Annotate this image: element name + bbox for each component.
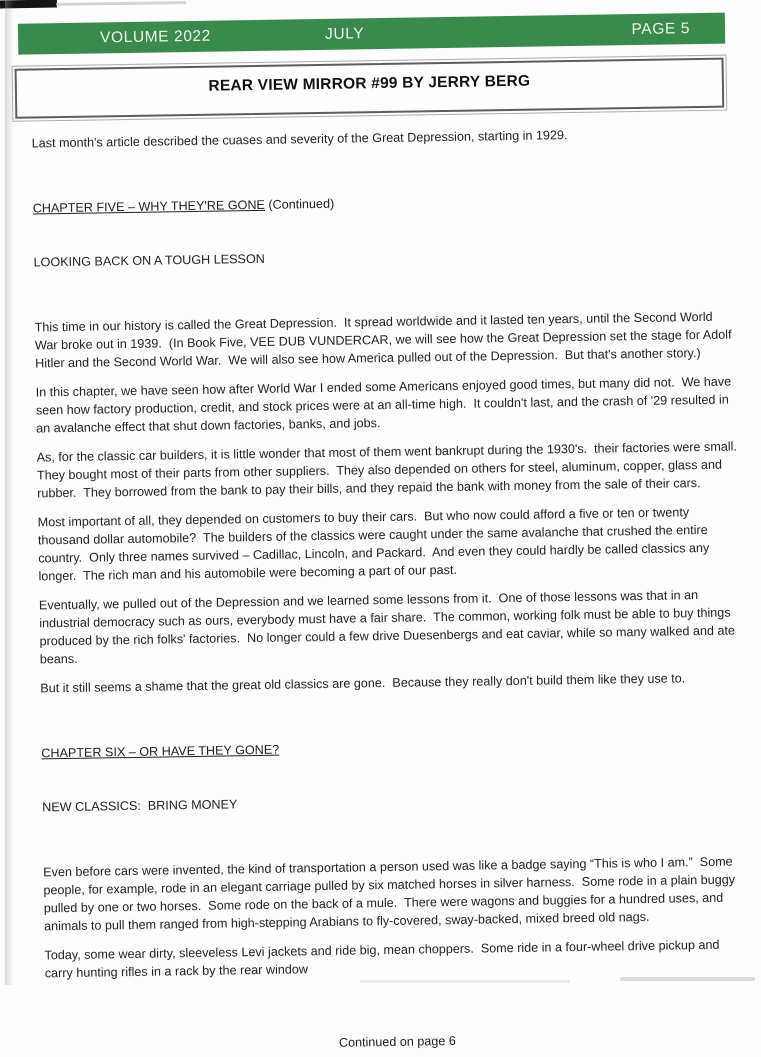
- paragraph: But it still seems a shame that the great old classics are gone. Because they really don't build them like they use to.: [40, 671, 686, 696]
- paragraph: Even before cars were invented, the kind of transportation a person used was like a badge saying “This is who I am.” Some people, for example, rode in an elegant carriage pulled by six matched horses in silver harness. Some rode in a plain buggy pulled by one or two horses. Some rode on the back of a mule. There were wagons and buggies for a hundred uses, and animals to pull them ranged from high-stepping Arabians to fly-covered, sway-backed, mixed breed old nags.: [43, 854, 739, 934]
- chapter-six-heading-block: [41, 697, 746, 852]
- article-title: REAR VIEW MIRROR #99 BY JERRY BERG: [208, 72, 531, 95]
- paragraph: Eventually, we pulled out of the Depression and we learned some lessons from it. One of those lessons was that in an industrial democracy such as ours, everybody must have a fair share. The common, working folk must be able to buy things produced by the rich folks' factories. No longer could a few drive Duesenbergs and eat caviar, while so many walked and ate beans.: [38, 588, 739, 667]
- paragraph: Today, some wear dirty, sleeveless Levi jackets and ride big, mean choppers. Some ride in a four-wheel drive pickup and carry hunting rifles in a rack by the rear window: [44, 937, 724, 981]
- paragraph: In this chapter, we have seen how after World War I ended some Americans enjoyed good times, but many did not. We have seen how factory production, credit, and stock prices were at an all-time high. It couldn't last, and the crash of '29 resulted in an avalanche effect that shut down factories, banks, and jobs.: [35, 374, 735, 436]
- paragraph: As, for the classic car builders, it is little wonder that most of them went bankrupt during the 1930's. their factories were small. They bought most of their parts from other suppliers. They also depended on others for steel, aluminum, copper, glass and rubber. They borrowed from the bank to pay their bills, and they repaid the bank with money from the sale of their cars.: [36, 439, 744, 501]
- continued-notice: Continued on page 6: [338, 1033, 456, 1050]
- intro-paragraph: Last month's article described the cuases and severity of the Great Depression, starting in 1929.: [31, 128, 568, 151]
- volume-label: VOLUME 2022: [99, 27, 212, 46]
- chapter-six-heading-text: CHAPTER SIX – OR HAVE THEY GONE?: [41, 742, 280, 761]
- chapter-five-heading: [33, 188, 736, 217]
- chapter-five-subheading: LOOKING BACK ON A TOUGH LESSON: [33, 251, 265, 270]
- chapter-five-heading-text: CHAPTER FIVE – WHY THEY'RE GONE: [32, 197, 266, 216]
- page-header-bar: [18, 13, 725, 55]
- chapter-six-subheading: NEW CLASSICS: BRING MONEY: [42, 797, 238, 815]
- paragraph: This time in our history is called the Great Depression. It spread worldwide and it lasted ten years, until the Second World War broke out in 1939. (In Book Five, VEE DUB VUNDERCAR, we will see how the Great Depression set the stage for Adolf Hitler and the Second World War. We will also see how America pulled out of the Depression. But that's another story.): [34, 309, 736, 371]
- page-number-label: PAGE 5: [631, 19, 691, 38]
- article-body: [32, 123, 749, 1056]
- month-label: JULY: [324, 24, 365, 43]
- chapter-five-heading-block: [32, 152, 737, 307]
- paragraph: Most important of all, they depended on customers to buy their cars. But who now could afford a five or ten or twenty thousand dollar automobile? The builders of the classics were caught under the same avalanche that crushed the entire country. Only three names survived – Cadillac, Lincoln, and Packard. And even they could hardly be called classics any longer. The rich man and his automobile were becoming a part of our past.: [37, 505, 713, 584]
- title-box: [15, 58, 725, 119]
- chapter-five-heading-note: (Continued): [264, 196, 335, 212]
- chapter-six-heading: [41, 733, 744, 762]
